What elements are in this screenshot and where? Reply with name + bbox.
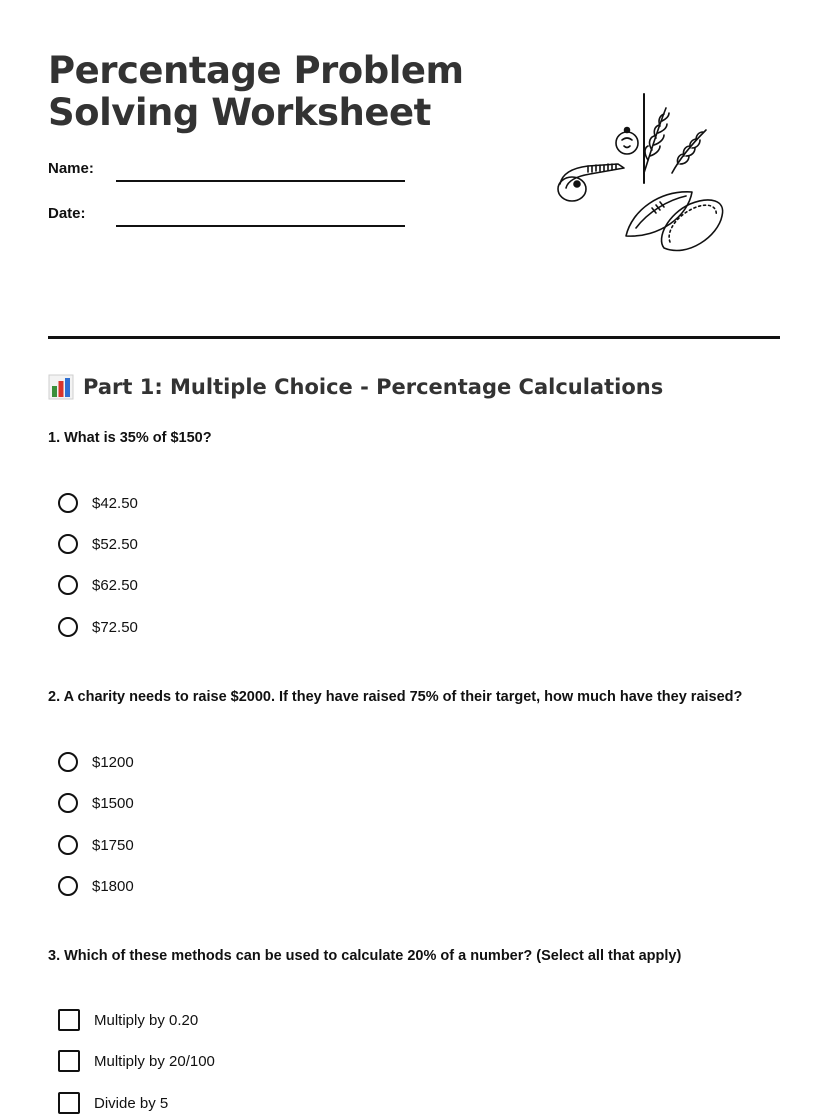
q3-option[interactable]	[58, 1007, 198, 1033]
option-label: $42.50	[92, 494, 138, 512]
option-label: $1500	[92, 794, 134, 812]
q1-option[interactable]	[58, 531, 138, 557]
beetle-icon	[616, 128, 638, 155]
option-label: Divide by 5	[94, 1094, 169, 1112]
leaf-icon	[672, 130, 706, 173]
fern-icon	[644, 108, 669, 173]
q2-option[interactable]	[58, 873, 134, 899]
worksheet-title	[48, 50, 464, 134]
radio-button[interactable]	[58, 793, 78, 813]
section-divider	[48, 336, 780, 339]
option-label: Multiply by 0.20	[94, 1011, 199, 1029]
nature-sports-illustration	[548, 88, 738, 268]
date-field[interactable]	[116, 225, 405, 227]
q3-option[interactable]	[58, 1090, 168, 1116]
name-field[interactable]	[116, 180, 405, 182]
q2-option[interactable]	[58, 790, 134, 816]
bar-chart-icon	[48, 374, 74, 400]
radio-button[interactable]	[58, 617, 78, 637]
option-label: $1200	[92, 753, 134, 771]
q1-option[interactable]	[58, 572, 138, 598]
date-label: Date:	[48, 205, 86, 222]
q2-option[interactable]	[58, 749, 134, 775]
radio-button[interactable]	[58, 493, 78, 513]
radio-button[interactable]	[58, 575, 78, 595]
question-2: 2. A charity needs to raise $2000. If they have raised 75% of their target, how much have they raised?	[48, 689, 743, 705]
checkbox[interactable]	[58, 1050, 80, 1072]
part-1-heading	[48, 374, 663, 400]
radio-button[interactable]	[58, 534, 78, 554]
q3-option[interactable]	[58, 1048, 215, 1074]
q1-option[interactable]	[58, 490, 138, 516]
option-label: $62.50	[92, 576, 138, 594]
name-label: Name:	[48, 160, 94, 177]
caterpillar-icon	[558, 164, 624, 201]
option-label: Multiply by 20/100	[94, 1052, 215, 1070]
part-1-title: Part 1: Multiple Choice - Percentage Calculations	[83, 375, 664, 399]
radio-button[interactable]	[58, 835, 78, 855]
option-label: $1800	[92, 877, 134, 895]
title-line-1: Percentage Problem	[48, 49, 464, 92]
checkbox[interactable]	[58, 1092, 80, 1114]
question-3: 3. Which of these methods can be used to calculate 20% of a number? (Select all that apply)	[48, 948, 682, 964]
option-label: $52.50	[92, 535, 138, 553]
radio-button[interactable]	[58, 876, 78, 896]
option-label: $1750	[92, 836, 134, 854]
football-icon	[626, 192, 692, 236]
q2-option[interactable]	[58, 832, 134, 858]
checkbox[interactable]	[58, 1009, 80, 1031]
q1-option[interactable]	[58, 614, 138, 640]
option-label: $72.50	[92, 618, 138, 636]
radio-button[interactable]	[58, 752, 78, 772]
title-line-2: Solving Worksheet	[48, 91, 431, 134]
question-1: 1. What is 35% of $150?	[48, 430, 212, 446]
seed-pod-icon	[662, 200, 723, 250]
